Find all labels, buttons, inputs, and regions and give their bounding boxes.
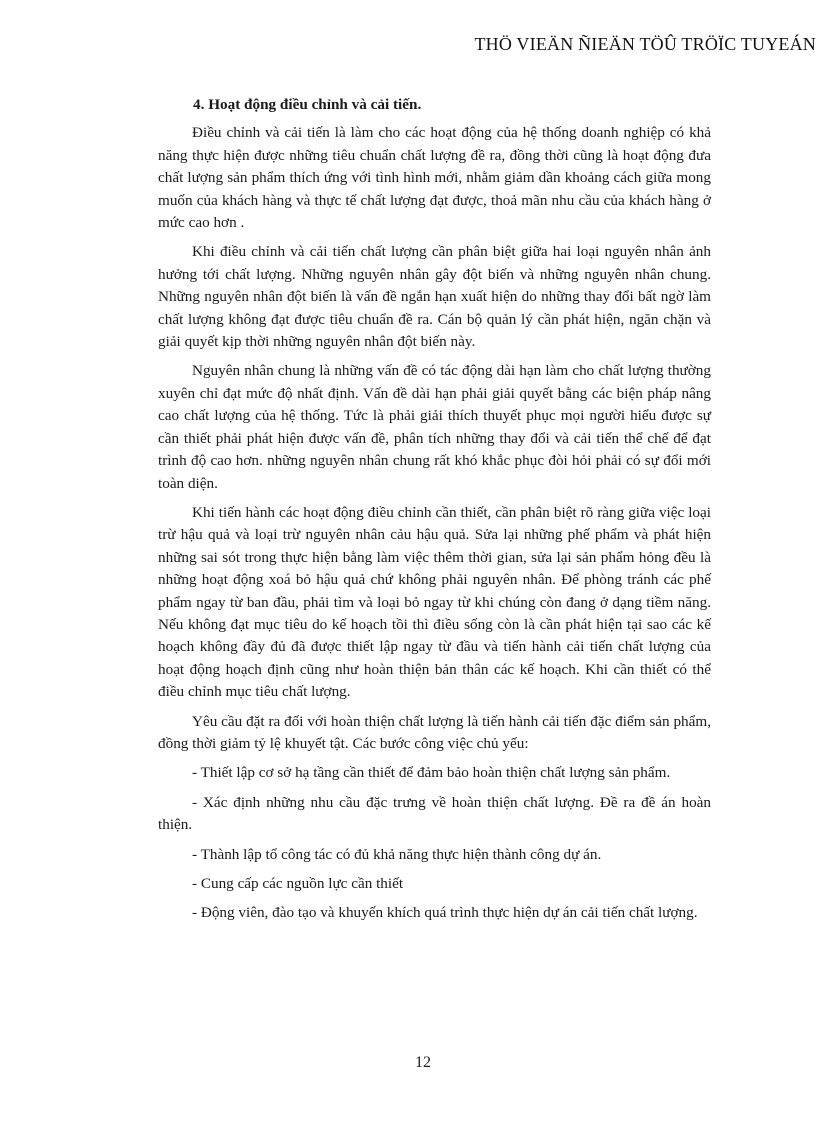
- running-header-title: THÖ VIEÄN ÑIEÄN TÖÛ TRÖÏC TUYEÁN: [474, 34, 816, 54]
- page-number: 12: [415, 1054, 431, 1071]
- section-heading: 4. Hoạt động điều chỉnh và cải tiến.: [193, 96, 422, 113]
- paragraph-1: Điều chỉnh và cải tiến là làm cho các hoạt động của hệ thống doanh nghiệp có khả năng thực hiện được những tiêu chuẩn chất lượng đề ra, đồng thời cũng là hoạt động đưa chất lượng sản phẩm thích ứng với tình hình mới, nhằm giảm dần khoảng cách giữa mong muốn của khách hàng và thực tế chất lượng đạt được, thoả mãn nhu cầu của khách hàng ở mức cao hơn .: [158, 124, 711, 232]
- document-body: [158, 94, 711, 932]
- paragraph-5: Yêu cầu đặt ra đối với hoàn thiện chất lượng là tiến hành cải tiến đặc điểm sản phẩm, đồng thời giảm tỷ lệ khuyết tật. Các bước công việc chủ yếu:: [158, 712, 711, 752]
- step-item-4: - Cung cấp các nguồn lực cần thiết: [192, 875, 404, 892]
- paragraph-4: Khi tiến hành các hoạt động điều chỉnh cần thiết, cần phân biệt rõ ràng giữa việc loại trừ hậu quả và loại trừ nguyên nhân cảu hậu quả. Sửa lại những phế phẩm và phát hiện những sai sót trong thực hiện bằng làm việc thêm thời gian, sửa lại sản phẩm hỏng đều là những hoạt động xoá bỏ hậu quả chứ không phải nguyên nhân. Để phòng tránh các phế phẩm ngay từ ban đầu, phải tìm và loại bỏ ngay từ khi chúng còn đang ở dạng tiềm năng. Nếu không đạt mục tiêu do kế hoạch tồi thì điều sống còn là cần phát hiện tại sao các kế hoạch không đầy đủ đã được thiết lập ngay từ đầu và tiến hành cải tiến chất lượng của hoạt động hoạch định cũng như hoàn thiện bản thân các kế hoạch. Khi cần thiết có thể điều chỉnh mục tiêu chất lượng.: [158, 503, 711, 701]
- step-item-5: - Động viên, đào tạo và khuyến khích quá trình thực hiện dự án cải tiến chất lượng.: [192, 904, 698, 922]
- step-item-1: - Thiết lập cơ sở hạ tầng cần thiết để đảm bảo hoàn thiện chất lượng sản phẩm.: [192, 764, 671, 782]
- paragraph-2: Khi điều chỉnh và cải tiến chất lượng cần phân biệt giữa hai loại nguyên nhân ảnh hưởng tới chất lượng. Những nguyên nhân gây đột biến và những nguyên nhân chung. Những nguyên nhân đột biến là vấn đề ngắn hạn xuất hiện do những thay đổi bất ngờ làm chất lượng không đạt được tiêu chuẩn đề ra. Cán bộ quản lý cần phát hiện, ngăn chặn và giải quyết kịp thời những nguyên nhân đột biến này.: [158, 243, 711, 351]
- step-item-2: - Xác định những nhu cầu đặc trưng về hoàn thiện chất lượng. Đề ra đề án hoàn thiện.: [158, 793, 711, 834]
- paragraph-3: Nguyên nhân chung là những vấn đề có tác động dài hạn làm cho chất lượng thường xuyên chỉ đạt mức độ nhất định. Vấn đề dài hạn phải giải quyết bằng các biện pháp nâng cao chất lượng của hệ thống. Tức là phải giải thích thuyết phục mọi người hiểu được sự cần thiết phải phát hiện được vấn đề, phân tích những thay đổi và cải tiến thể chế để đạt trình độ cao hơn. những nguyên nhân chung rất khó khắc phục đòi hỏi phải có sự đổi mới toàn diện.: [158, 362, 711, 492]
- step-item-3: - Thành lập tổ công tác có đủ khả năng thực hiện thành công dự án.: [192, 845, 602, 863]
